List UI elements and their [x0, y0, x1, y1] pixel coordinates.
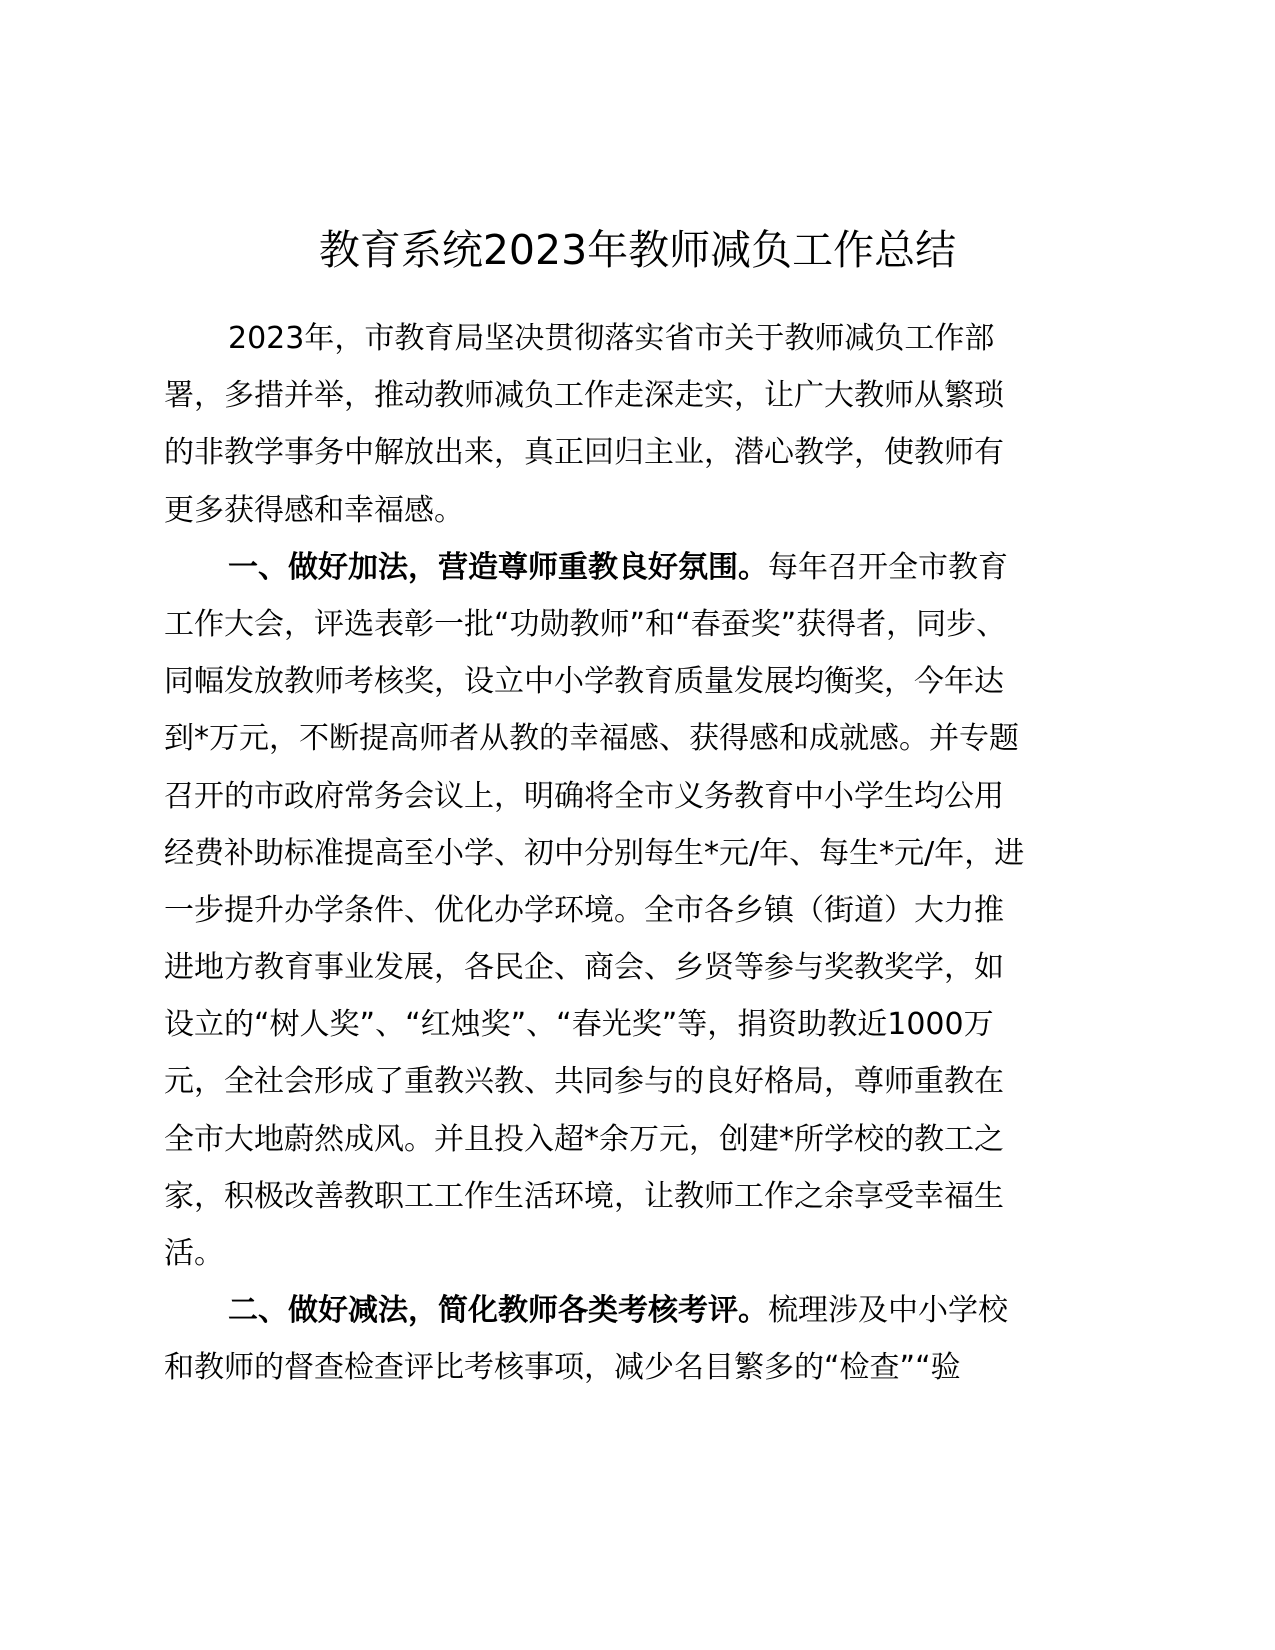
text-line: 一步提升办学条件、优化办学环境。全市各乡镇（街道）大力推 — [164, 892, 1004, 928]
text-run: 梳理涉及中小学校 — [768, 1293, 1008, 1329]
text-line: 活。 — [164, 1236, 224, 1271]
text-line: 和教师的督查检查评比考核事项，减少名目繁多的“检查”“验 — [164, 1350, 961, 1386]
text-line: 同幅发放教师考核奖，设立中小学教育质量发展均衡奖，今年达 — [164, 664, 1004, 700]
text-line — [164, 1282, 1114, 1339]
document-body — [164, 310, 1114, 1397]
text-line: 经费补助标准提高至小学、初中分别每生*元/年、每生*元/年，进 — [164, 835, 1025, 871]
text-line: 的非教学事务中解放出来，真正回归主业，潜心教学，使教师有 — [164, 435, 1004, 471]
text-line: 2023年，市教育局坚决贯彻落实省市关于教师减负工作部 — [228, 321, 995, 356]
text-line — [164, 539, 1114, 596]
text-line: 家，积极改善教职工工作生活环境，让教师工作之余享受幸福生 — [164, 1178, 1004, 1214]
document-title: 教育系统2023年教师减负工作总结 — [318, 226, 957, 274]
section-one-heading: 一、做好加法，营造尊师重教良好氛围。 — [228, 549, 768, 585]
text-line: 全市大地蔚然成风。并且投入超*余万元，创建*所学校的教工之 — [164, 1121, 1004, 1157]
text-line: 设立的“树人奖”、“红烛奖”、“春光奖”等，捐资助教近1000万 — [164, 1007, 994, 1043]
text-line: 到*万元，不断提高师者从教的幸福感、获得感和成就感。并专题 — [164, 721, 1019, 757]
section-two-heading: 二、做好减法，简化教师各类考核考评。 — [228, 1293, 768, 1329]
text-run: 每年召开全市教育 — [768, 549, 1008, 585]
text-line: 署，多措并举，推动教师减负工作走深走实，让广大教师从繁琐 — [164, 378, 1004, 414]
intro-paragraph — [164, 310, 1114, 539]
text-line: 更多获得感和幸福感。 — [164, 492, 464, 528]
text-line: 进地方教育事业发展，各民企、商会、乡贤等参与奖教奖学，如 — [164, 950, 1004, 986]
section-two-paragraph — [164, 1282, 1114, 1396]
text-line: 召开的市政府常务会议上，明确将全市义务教育中小学生均公用 — [164, 778, 1004, 814]
section-one-paragraph — [164, 539, 1114, 1282]
text-line: 工作大会，评选表彰一批“功勋教师”和“春蚕奖”获得者，同步、 — [164, 606, 1007, 642]
text-line: 元，全社会形成了重教兴教、共同参与的良好格局，尊师重教在 — [164, 1064, 1004, 1100]
